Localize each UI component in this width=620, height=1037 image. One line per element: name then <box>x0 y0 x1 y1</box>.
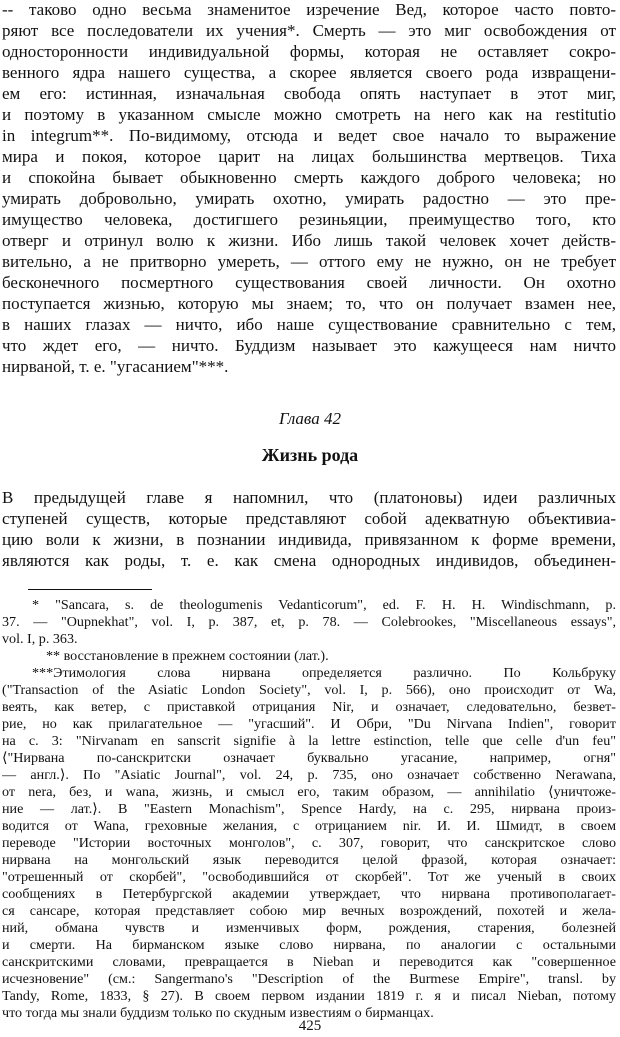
footnote-line: ся сансаре, которая представляет собою мир вечных возрождений, похотей и жела- <box>2 903 616 919</box>
footnote-line: — англ.⟩. По "Asiatic Journal", vol. 24, p. 735, оно означает собственно Nerawana, <box>2 767 616 783</box>
text-line: и спокойна бывает обыкновенно смерть каждого доброго человека; но <box>2 168 616 187</box>
text-line: поступается жизнью, которую мы знаем; то, что он получает взамен нее, <box>2 294 616 313</box>
text-line: нирваной, т. е. "угасанием"***. <box>2 357 229 376</box>
footnote-line: "отрешенный от скорбей", "освободившийся от скорбей". Тот же ученый в своих <box>2 869 616 885</box>
footnote-line: ⟨"Нирвана по-санскритски означает буквально угасание, например, огня" <box>2 750 616 766</box>
chapter-label: Глава 42 <box>279 409 341 428</box>
footnote-line: 37. — "Oupnekhat", vol. I, p. 387, et, p. 78. — Colebrookes, "Miscellaneous essays", <box>2 614 616 630</box>
footnote-line: vol. I, p. 363. <box>2 631 78 647</box>
footnote-line: и смерти. На бирманском языке слово нирвана, по аналогии с остальными <box>2 937 616 953</box>
text-line: умирать добровольно, умирать охотно, умирать радостно — это пре- <box>2 189 616 208</box>
footnote-divider <box>28 589 152 590</box>
footnote-line: ** восстановление в прежнем состоянии (лат.). <box>46 648 329 664</box>
text-line: вительно, а не притворно умереть, — оттого ему не нужно, он не требует <box>2 252 616 271</box>
text-line: имущество человека, достигшего резиньяции, преимущество того, кто <box>2 210 616 229</box>
footnote-line: ***Этимология слова нирвана определяется различно. По Кольбруку <box>32 665 616 681</box>
text-line: бесконечного посмертного существования своей личности. Он охотно <box>2 273 616 292</box>
page-number: 425 <box>298 1018 322 1034</box>
footnote-line: веять, как ветер, с приставкой отрицания Nir, и означает, следовательно, безвет- <box>2 699 616 715</box>
footnote-line: ("Transaction of the Asiatic London Society", vol. I, p. 566), оно происходит от Wa, <box>2 682 616 698</box>
text-line: ряют все последователи их учения*. Смерть — это миг освобождения от <box>2 21 616 40</box>
text-line: ступеней существ, которые представляют собой адекватную объективиа- <box>2 509 616 528</box>
footnote-line: что тогда мы знали буддизм только по скудным известиям о бирманцах. <box>2 1005 434 1021</box>
text-line: ем его: истинная, изначальная свобода опять наступает в этот миг, <box>2 84 616 103</box>
text-line: цию воли к жизни, в познании индивида, привязанном к форме времени, <box>2 530 616 549</box>
chapter-title: Жизнь рода <box>261 445 359 465</box>
text-line: являются как роды, т. е. как смена однородных индивидов, объединен- <box>2 551 616 570</box>
footnote-line: водится от Wana, греховные желания, с отрицанием nir. И. И. Шмидт, в своем <box>2 818 616 834</box>
text-line: и поэтому в указанном смысле можно смотреть на него как на restitutio <box>2 105 616 124</box>
footnote-line: исчезновение" (см.: Sangermano's "Description of the Burmese Empire", transl. by <box>2 971 616 987</box>
text-line: В предыдущей главе я напомнил, что (платоновы) идеи различных <box>2 488 616 507</box>
text-line: что ждет его, — ничто. Буддизм называет это кажущееся нам ничто <box>2 336 616 355</box>
footnote-line: рие, но как прилагательное — "угасший". И Обри, "Du Nirvana Indien", говорит <box>2 716 616 732</box>
text-line: в наших глазах — ничто, ибо наше существование сравнительно с тем, <box>2 315 616 334</box>
text-line: односторонности индивидуальной формы, которая не оставляет сокро- <box>2 42 616 61</box>
footnote-line: нирвана на монгольский язык переводится целой фразой, которая означает: <box>2 852 616 868</box>
footnote-line: Tandy, Rome, 1833, § 27). В своем первом издании 1819 г. я и писал Nieban, потому <box>2 988 616 1004</box>
footnote-line: на с. 3: "Nirvanam en sanscrit signifie à la lettre estinction, telle que celle d'un feu" <box>2 733 616 749</box>
text-line: in integrum**. По-видимому, отсюда и ведет свое начало то выражение <box>2 126 616 145</box>
footnote-line: переводе "Истории восточных монголов", с. 307, говорит, что санскритское слово <box>2 835 616 851</box>
footnote-line: сообщениях в Петербургской академии утверждает, что нирвана противополагает- <box>2 886 616 902</box>
footnote-line: * "Sancara, s. de theologumenis Vedanticorum", ed. F. H. H. Windischmann, p. <box>32 597 616 613</box>
text-line: венного ядра нашего существа, а скорее является своего рода извращени- <box>2 63 616 82</box>
footnote-line: ние — лат.⟩. В "Eastern Monachism", Spence Hardy, на с. 295, нирвана произ- <box>2 801 616 817</box>
footnote-line: от nera, без, и wana, жизнь, и смысл его, таким образом, — annihilatio ⟨уничтоже- <box>2 784 616 800</box>
footnote-line: санскритскими словами, превращается в Nieban и переводится как "совершенное <box>2 954 616 970</box>
footnote-line: ний, обмана чувств и изменчивых форм, рождения, старения, болезней <box>2 920 616 936</box>
text-line: мира и покоя, которое царит на лицах большинства мертвецов. Тиха <box>2 147 616 166</box>
text-line: отверг и отринул волю к жизни. Ибо лишь такой человек хочет действ- <box>2 231 616 250</box>
text-line: -- таково одно весьма знаменитое изречение Вед, которое часто повто- <box>2 0 616 19</box>
